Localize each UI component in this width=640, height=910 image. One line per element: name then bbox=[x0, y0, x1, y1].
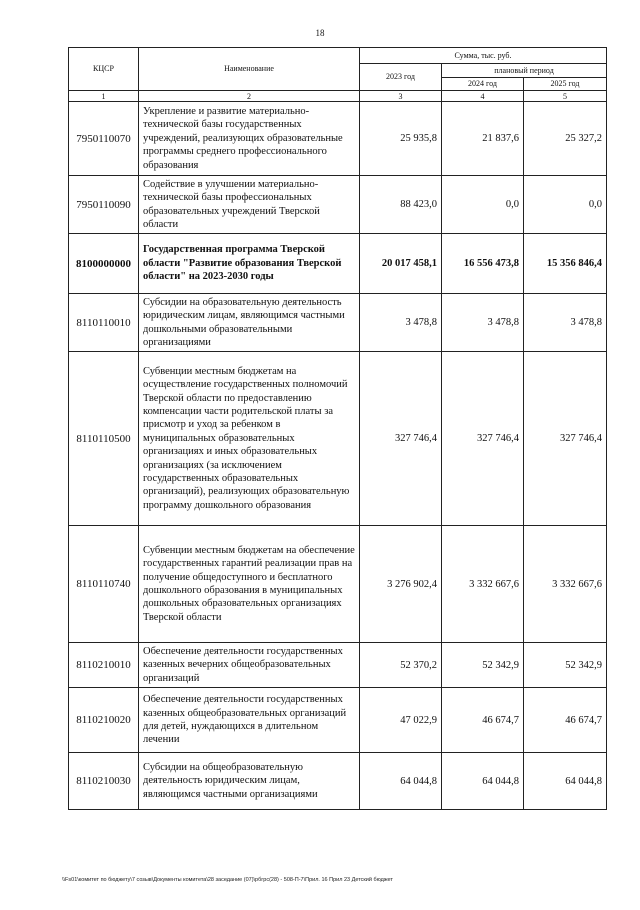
row-amount-2024: 3 478,8 bbox=[442, 294, 524, 352]
column-number: 4 bbox=[442, 91, 524, 102]
row-amount-2025: 46 674,7 bbox=[524, 688, 607, 753]
table-row bbox=[69, 526, 607, 643]
header-year-2024: 2024 год bbox=[442, 78, 524, 91]
row-amount-2025: 3 332 667,6 bbox=[524, 526, 607, 643]
table-row bbox=[69, 352, 607, 526]
table-row bbox=[69, 176, 607, 234]
row-code: 8110110740 bbox=[69, 526, 139, 643]
table-row bbox=[69, 688, 607, 753]
row-amount-2024: 64 044,8 bbox=[442, 753, 524, 810]
row-amount-2024: 52 342,9 bbox=[442, 643, 524, 688]
footer-file-path: \\Fs01\комитет по бюджету\7 созыв\Документы комитета\28 заседание (07)\рбгрс(28) - 508-П-7\Прил. 16 Прил 23 Детский бюджет bbox=[62, 877, 393, 883]
row-amount-2025: 52 342,9 bbox=[524, 643, 607, 688]
row-amount-2023: 88 423,0 bbox=[360, 176, 442, 234]
header-year-2023: 2023 год bbox=[360, 64, 442, 91]
header-name: Наименование bbox=[139, 48, 360, 91]
row-code: 8110210030 bbox=[69, 753, 139, 810]
header-code: КЦСР bbox=[69, 48, 139, 91]
row-amount-2024: 327 746,4 bbox=[442, 352, 524, 526]
row-code: 8110110500 bbox=[69, 352, 139, 526]
row-amount-2023: 25 935,8 bbox=[360, 102, 442, 176]
row-name: Обеспечение деятельности государственных казенных вечерних общеобразовательных организаций bbox=[139, 643, 360, 688]
row-amount-2025: 327 746,4 bbox=[524, 352, 607, 526]
row-amount-2025: 15 356 846,4 bbox=[524, 234, 607, 294]
row-amount-2024: 0,0 bbox=[442, 176, 524, 234]
table-row bbox=[69, 234, 607, 294]
header-planning-period: плановый период bbox=[442, 64, 607, 78]
row-amount-2023: 327 746,4 bbox=[360, 352, 442, 526]
row-amount-2024: 3 332 667,6 bbox=[442, 526, 524, 643]
table-row bbox=[69, 753, 607, 810]
row-name: Субвенции местным бюджетам на осуществление государственных полномочий Тверской области по предоставлению компенсации части родительской платы за присмотр и уход за ребенком в муниципальных образовательных организациях и иных образовательных организациях (за исключением государственных образовательных организаций), реализующих образовательную программу дошкольного образования bbox=[139, 352, 360, 526]
column-number: 2 bbox=[139, 91, 360, 102]
row-code: 7950110090 bbox=[69, 176, 139, 234]
row-amount-2024: 21 837,6 bbox=[442, 102, 524, 176]
row-amount-2025: 25 327,2 bbox=[524, 102, 607, 176]
column-number: 5 bbox=[524, 91, 607, 102]
table-row bbox=[69, 102, 607, 176]
table-row bbox=[69, 643, 607, 688]
row-amount-2023: 47 022,9 bbox=[360, 688, 442, 753]
header-sum: Сумма, тыс. руб. bbox=[360, 48, 607, 64]
row-amount-2025: 3 478,8 bbox=[524, 294, 607, 352]
row-name: Обеспечение деятельности государственных казенных общеобразовательных организаций для детей, нуждающихся в длительном лечении bbox=[139, 688, 360, 753]
row-name: Содействие в улучшении материально-технической базы профессиональных образовательных учреждений Тверской области bbox=[139, 176, 360, 234]
row-name: Укрепление и развитие материально-технической базы государственных учреждений, реализующих образовательные программы среднего профессионального образования bbox=[139, 102, 360, 176]
row-amount-2023: 20 017 458,1 bbox=[360, 234, 442, 294]
table-row bbox=[69, 294, 607, 352]
row-name: Субсидии на образовательную деятельность юридическим лицам, являющимся частными дошкольными образовательными организациями bbox=[139, 294, 360, 352]
row-name: Субсидии на общеобразовательную деятельность юридическим лицам, являющимся частными организациями bbox=[139, 753, 360, 810]
row-name: Субвенции местным бюджетам на обеспечение государственных гарантий реализации прав на получение общедоступного и бесплатного дошкольного образования в муниципальных дошкольных образовательных организациях Тверской области bbox=[139, 526, 360, 643]
row-code: 7950110070 bbox=[69, 102, 139, 176]
column-number: 1 bbox=[69, 91, 139, 102]
column-number: 3 bbox=[360, 91, 442, 102]
row-amount-2025: 0,0 bbox=[524, 176, 607, 234]
page-number: 18 bbox=[315, 28, 325, 38]
row-code: 8110210020 bbox=[69, 688, 139, 753]
row-code: 8100000000 bbox=[69, 234, 139, 294]
row-amount-2025: 64 044,8 bbox=[524, 753, 607, 810]
row-amount-2024: 16 556 473,8 bbox=[442, 234, 524, 294]
header-year-2025: 2025 год bbox=[524, 78, 607, 91]
budget-table bbox=[68, 47, 607, 810]
row-amount-2023: 3 478,8 bbox=[360, 294, 442, 352]
row-code: 8110110010 bbox=[69, 294, 139, 352]
row-amount-2024: 46 674,7 bbox=[442, 688, 524, 753]
row-amount-2023: 52 370,2 bbox=[360, 643, 442, 688]
row-code: 8110210010 bbox=[69, 643, 139, 688]
row-amount-2023: 3 276 902,4 bbox=[360, 526, 442, 643]
row-name: Государственная программа Тверской области "Развитие образования Тверской области" на 2023-2030 годы bbox=[139, 234, 360, 294]
row-amount-2023: 64 044,8 bbox=[360, 753, 442, 810]
